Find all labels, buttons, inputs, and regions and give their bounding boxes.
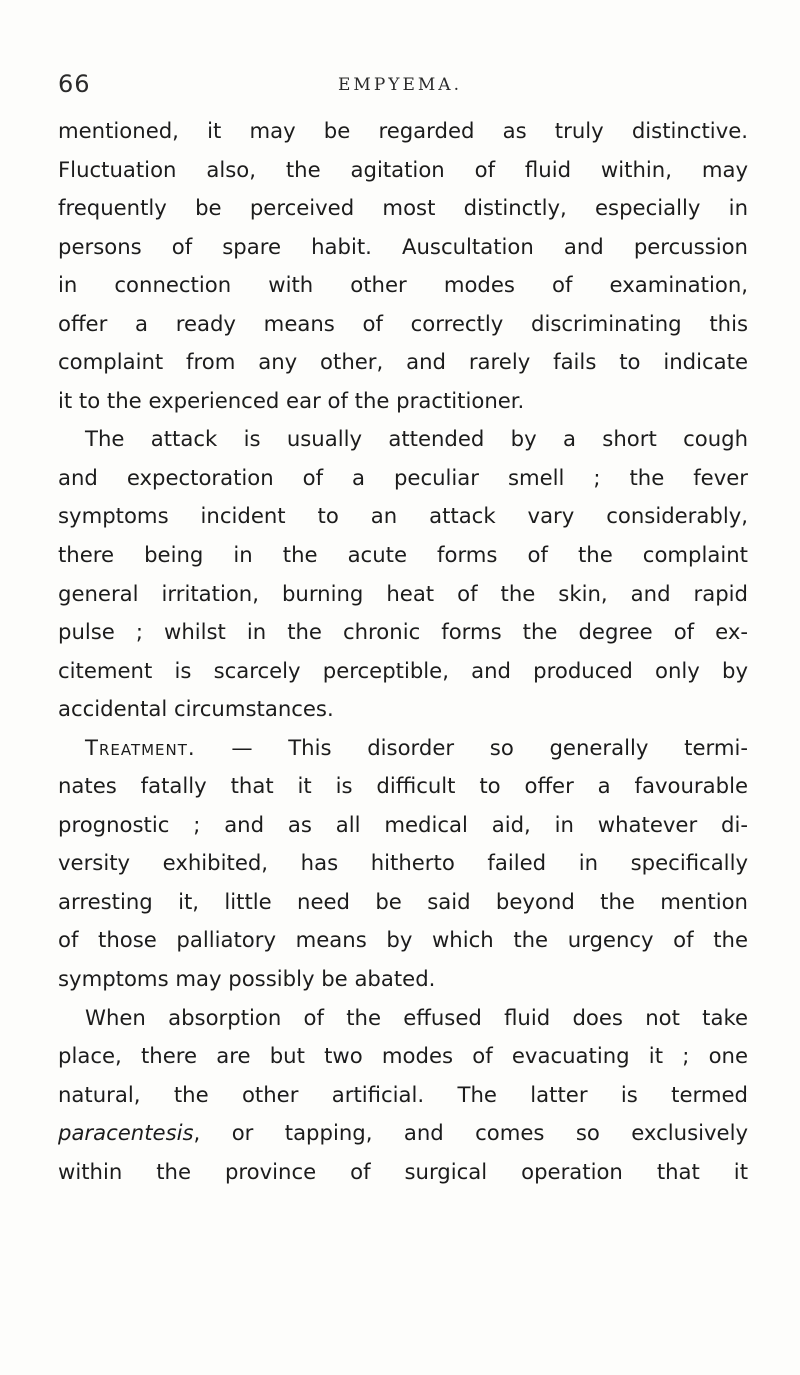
text-line: nates fatally that it is difficult to offer a favourable [58,773,748,799]
text-fragment: , or tapping, and comes so exclusively [193,1120,748,1146]
text-line: place, there are but two modes of evacuating it ; one [58,1043,748,1069]
section-heading: Treatment. [85,734,196,760]
treatment-line [58,729,748,768]
text-line: pulse ; whilst in the chronic forms the degree of ex- [58,619,748,645]
page-header [50,70,750,102]
page-number: 66 [58,70,91,98]
text-line: of those palliatory means by which the urgency of the [58,927,748,953]
text-line: citement is scarcely perceptible, and produced only by [58,657,748,683]
text-line: accidental circumstances. [58,696,334,722]
paracentesis-line [58,1114,748,1153]
text-line: complaint from any other, and rarely fails to indicate [58,349,748,375]
text-line: there being in the acute forms of the complaint [58,542,748,568]
text-line: persons of spare habit. Auscultation and percussion [58,233,748,259]
text-line: general irritation, burning heat of the skin, and rapid [58,580,748,606]
text-line: versity exhibited, has hitherto failed in specifically [58,850,748,876]
text-line: symptoms may possibly be abated. [58,966,436,992]
text-line: natural, the other artificial. The latter is termed [58,1081,748,1107]
text-line: and expectoration of a peculiar smell ; the fever [58,464,748,490]
text-line: symptoms incident to an attack vary considerably, [58,503,748,529]
text-line: When absorption of the effused fluid does not take [85,1004,748,1030]
body-text [58,112,748,1191]
text-line: frequently be perceived most distinctly, especially in [58,195,748,221]
text-line: it to the experienced ear of the practitioner. [58,387,525,413]
text-line: mentioned, it may be regarded as truly distinctive. [58,118,748,143]
text-line: within the province of surgical operation that it [58,1158,748,1184]
text-line: The attack is usually attended by a short cough [85,426,748,452]
text-fragment: — This disorder so generally termi- [195,734,748,760]
text-line: arresting it, little need be said beyond the mention [58,888,748,914]
italic-term: paracentesis [58,1120,194,1146]
text-line: offer a ready means of correctly discriminating this [58,310,748,336]
text-line: prognostic ; and as all medical aid, in whatever di- [58,811,748,837]
text-line: Fluctuation also, the agitation of fluid within, may [58,156,748,182]
text-line: in connection with other modes of examination, [58,272,748,298]
running-head: EMPYEMA. [338,75,462,95]
